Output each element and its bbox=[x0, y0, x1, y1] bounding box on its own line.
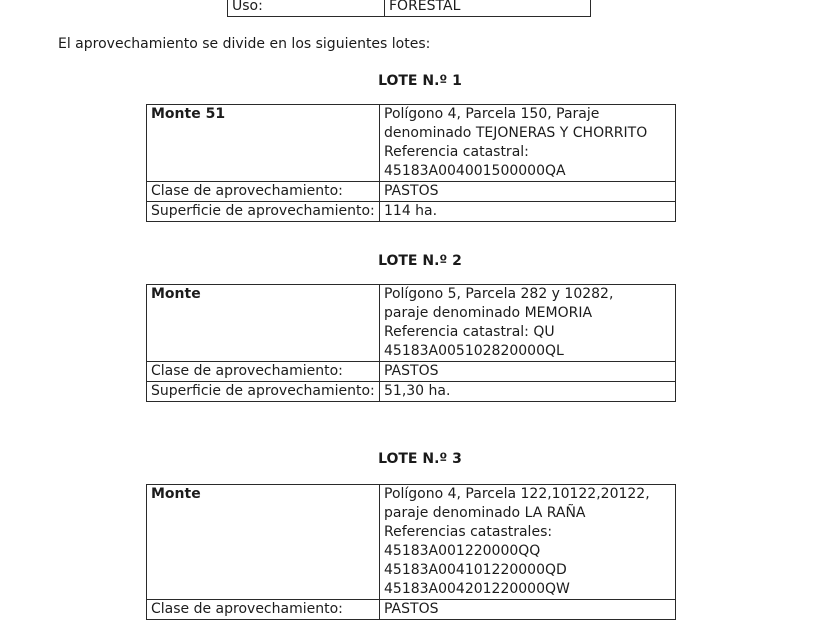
lot-2-description bbox=[380, 285, 676, 362]
lot-1-clase-row bbox=[147, 182, 676, 202]
lot-3-title: LOTE N.º 3 bbox=[378, 451, 462, 467]
lot-3-desc-line: Referencias catastrales: bbox=[384, 524, 553, 540]
lot-2-monte-label: Monte bbox=[147, 285, 380, 362]
lot-3-table bbox=[146, 484, 676, 620]
lot-3-desc-line: paraje denominado LA RAÑA bbox=[384, 505, 586, 521]
lot-2-desc-line: Referencia catastral: QU bbox=[384, 324, 555, 340]
lot-2-clase-value: PASTOS bbox=[380, 362, 676, 382]
lot-1-desc-line: denominado TEJONERAS Y CHORRITO bbox=[384, 125, 648, 141]
lot-3-monte-row bbox=[147, 485, 676, 600]
lot-3-desc-line: Polígono 4, Parcela 122,10122,20122, bbox=[384, 486, 650, 502]
lot-2-table bbox=[146, 284, 676, 402]
intro-text: El aprovechamiento se divide en los siguientes lotes: bbox=[58, 36, 431, 52]
lot-1-title: LOTE N.º 1 bbox=[378, 73, 462, 89]
lot-3-clase-row bbox=[147, 600, 676, 620]
lot-2-title: LOTE N.º 2 bbox=[378, 253, 462, 269]
lot-1-superficie-label: Superficie de aprovechamiento: bbox=[147, 202, 380, 222]
lot-1-table bbox=[146, 104, 676, 222]
lot-1-superficie-row bbox=[147, 202, 676, 222]
lot-1-monte-label: Monte 51 bbox=[147, 105, 380, 182]
lot-1-desc-line: Referencia catastral: bbox=[384, 144, 529, 160]
lot-1-monte-row bbox=[147, 105, 676, 182]
lot-2-desc-line: 45183A005102820000QL bbox=[384, 343, 564, 359]
lot-3-clase-label: Clase de aprovechamiento: bbox=[147, 600, 380, 620]
lot-1-clase-value: PASTOS bbox=[380, 182, 676, 202]
lot-2-monte-row bbox=[147, 285, 676, 362]
lot-3-description bbox=[380, 485, 676, 600]
lot-2-clase-label: Clase de aprovechamiento: bbox=[147, 362, 380, 382]
lot-1-clase-label: Clase de aprovechamiento: bbox=[147, 182, 380, 202]
lot-2-superficie-row bbox=[147, 382, 676, 402]
uso-row bbox=[228, 0, 591, 17]
lot-2-superficie-value: 51,30 ha. bbox=[380, 382, 676, 402]
lot-3-desc-line: 45183A004101220000QD bbox=[384, 562, 567, 578]
lot-3-monte-label: Monte bbox=[147, 485, 380, 600]
uso-label: Uso: bbox=[228, 0, 385, 17]
top-table bbox=[227, 0, 591, 17]
lot-3-clase-value: PASTOS bbox=[380, 600, 676, 620]
lot-2-clase-row bbox=[147, 362, 676, 382]
lot-2-desc-line: Polígono 5, Parcela 282 y 10282, bbox=[384, 286, 614, 302]
lot-3-desc-line: 45183A001220000QQ bbox=[384, 543, 541, 559]
lot-2-desc-line: paraje denominado MEMORIA bbox=[384, 305, 593, 321]
lot-2-superficie-label: Superficie de aprovechamiento: bbox=[147, 382, 380, 402]
lot-1-desc-line: 45183A004001500000QA bbox=[384, 163, 566, 179]
uso-value: FORESTAL bbox=[385, 0, 591, 17]
lot-1-description bbox=[380, 105, 676, 182]
lot-1-desc-line: Polígono 4, Parcela 150, Paraje bbox=[384, 106, 600, 122]
lot-1-superficie-value: 114 ha. bbox=[380, 202, 676, 222]
lot-3-desc-line: 45183A004201220000QW bbox=[384, 581, 570, 597]
